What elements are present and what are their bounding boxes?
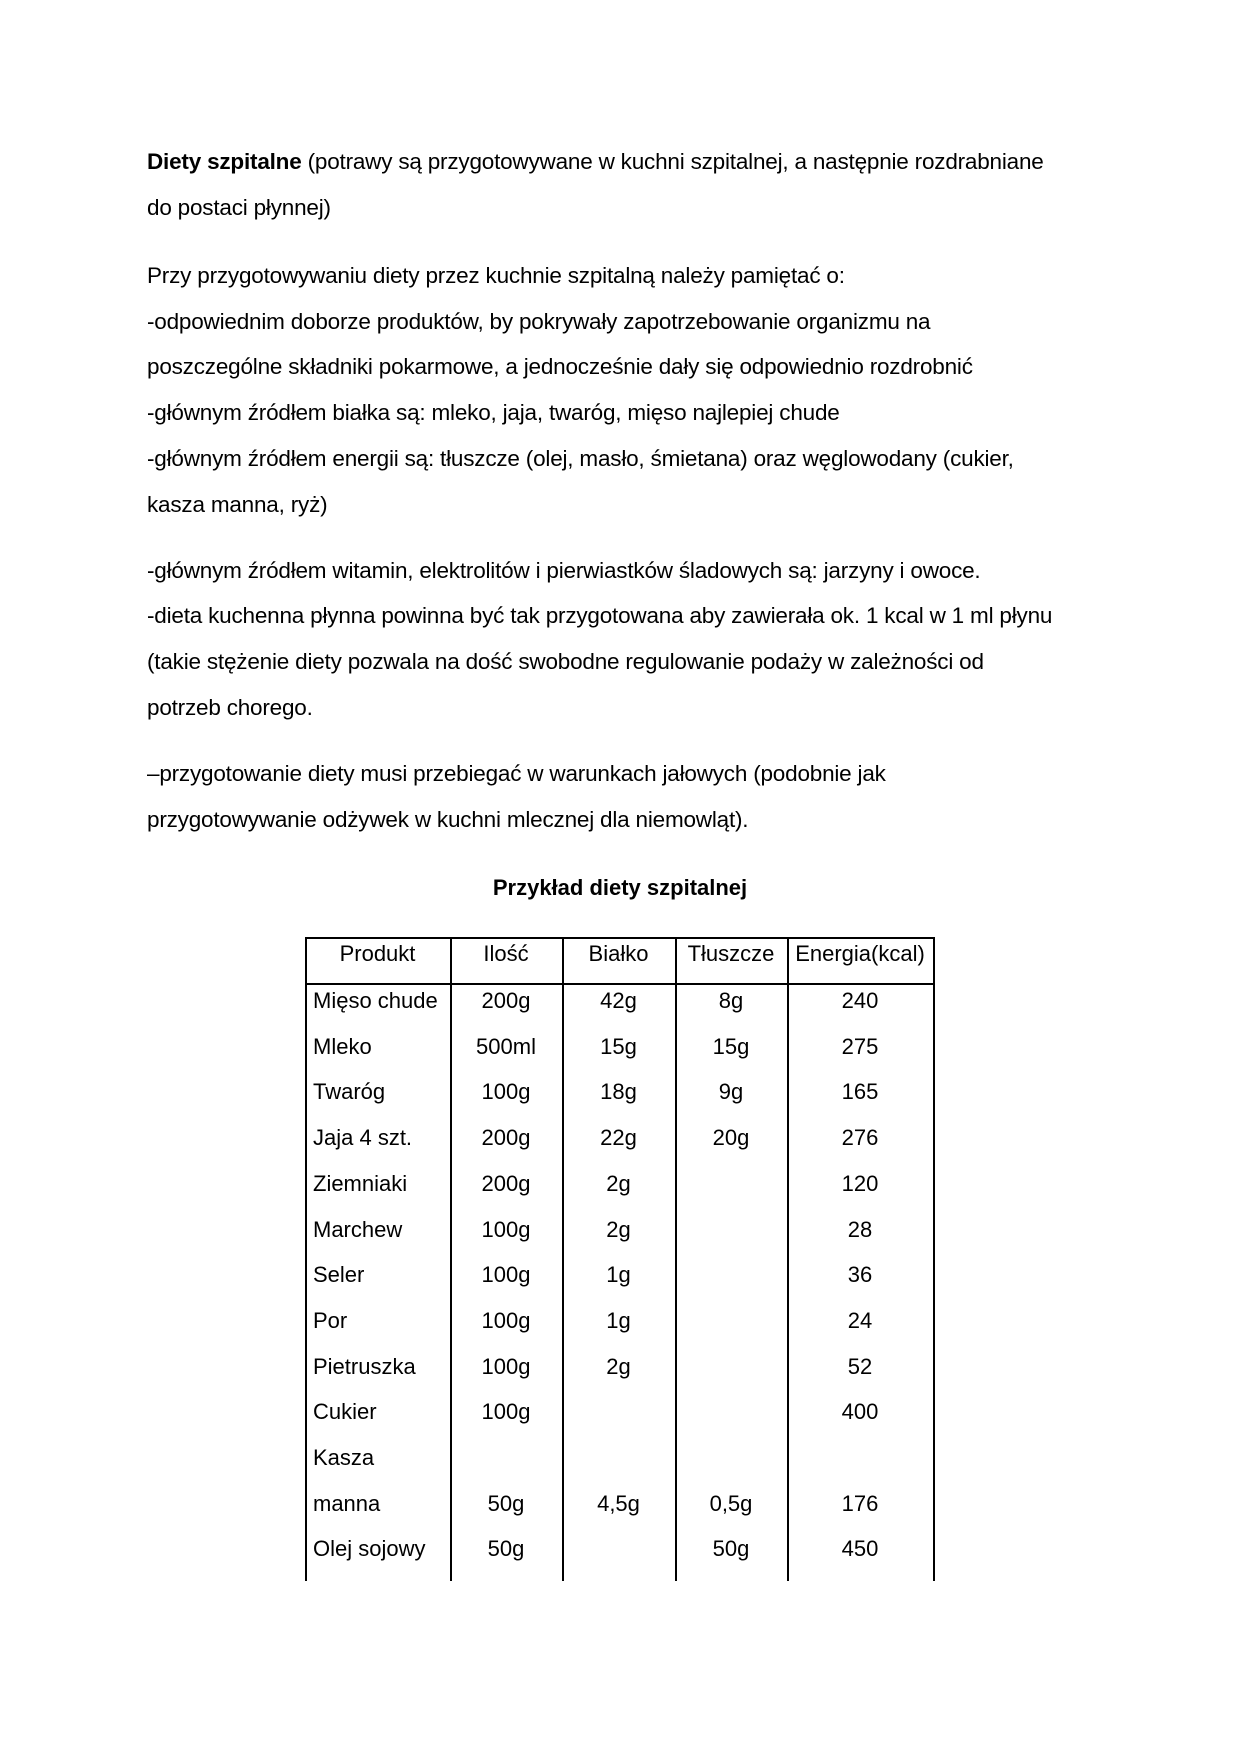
table-cell: 36 — [847, 1262, 873, 1288]
table-cell: Mleko — [313, 1033, 372, 1059]
paragraph1-line-4: -głównym źródłem energii są: tłuszcze (olej, masło, śmietana) oraz węglowodany (cukier, — [147, 446, 1014, 471]
table-cell: 500ml — [476, 1033, 536, 1059]
table-cell: 15g — [712, 1033, 750, 1059]
table-header-cell: Energia(kcal) — [795, 941, 925, 966]
paragraph1-line-2: poszczególne składniki pokarmowe, a jednocześnie dały się odpowiednio rozdrobnić — [147, 354, 973, 379]
table-header-cell: Białko — [588, 941, 649, 966]
table-cell: 165 — [841, 1079, 879, 1105]
table-cell: 1g — [606, 1307, 631, 1333]
table-cell: 20g — [712, 1125, 750, 1151]
table-cell: 8g — [718, 988, 744, 1013]
table-header-cell: Produkt — [339, 941, 416, 966]
table-cell: Kasza — [313, 1445, 375, 1470]
table-cell: 28 — [847, 1216, 873, 1242]
table-title: Przykład diety szpitalnej — [492, 875, 748, 900]
table-cell: 276 — [841, 1125, 879, 1151]
table-cell: Olej sojowy — [313, 1536, 426, 1562]
heading-line-1 — [147, 147, 1044, 177]
paragraph1-line-1: -odpowiednim doborze produktów, by pokrywały zapotrzebowanie organizmu na — [147, 309, 931, 334]
paragraph2-line-1: -dieta kuchenna płynna powinna być tak przygotowana aby zawierała ok. 1 kcal w 1 ml płynu — [147, 603, 1053, 628]
heading-line-2: do postaci płynnej) — [147, 195, 331, 220]
table-row-divider — [305, 937, 935, 939]
table-cell: Marchew — [313, 1216, 403, 1242]
table-cell: Twaróg — [313, 1079, 386, 1105]
table-cell: 9g — [718, 1079, 744, 1105]
table-cell: 176 — [841, 1490, 879, 1516]
table-cell: 200g — [481, 1125, 531, 1151]
table-cell: 400 — [841, 1399, 879, 1425]
table-cell: 275 — [841, 1033, 879, 1059]
table-cell: Ziemniaki — [313, 1170, 408, 1196]
table-cell: 22g — [600, 1125, 637, 1151]
table-cell: Por — [313, 1307, 348, 1333]
table-cell: Seler — [313, 1262, 365, 1288]
paragraph1-line-3: -głównym źródłem białka są: mleko, jaja, twaróg, mięso najlepiej chude — [147, 400, 840, 425]
table-cell: 100g — [481, 1399, 531, 1425]
table-cell: 200g — [481, 988, 531, 1013]
table-cell: 100g — [481, 1216, 531, 1242]
table-cell: 240 — [841, 988, 879, 1013]
paragraph1-line-0: Przy przygotowywaniu diety przez kuchnie szpitalną należy pamiętać o: — [147, 263, 845, 288]
paragraph2-line-2: (takie stężenie diety pozwala na dość swobodne regulowanie podaży w zależności od — [147, 649, 984, 674]
table-cell: 100g — [481, 1353, 531, 1379]
table-cell: 200g — [481, 1170, 531, 1196]
paragraph3-line-1: przygotowywanie odżywek w kuchni mlecznej dla niemowląt). — [147, 807, 749, 832]
table-cell: 100g — [481, 1079, 531, 1105]
table-cell: 0,5g — [709, 1490, 753, 1516]
table-cell: 50g — [712, 1536, 750, 1562]
paragraph2-line-3: potrzeb chorego. — [147, 695, 313, 720]
table-cell: 120 — [841, 1170, 879, 1196]
table-cell: 50g — [487, 1536, 525, 1562]
table-col-divider — [933, 937, 935, 1581]
heading-rest: (potrawy są przygotowywane w kuchni szpitalnej, a następnie rozdrabniane — [301, 149, 1044, 174]
paragraph3-line-0: –przygotowanie diety musi przebiegać w warunkach jałowych (podobnie jak — [147, 761, 886, 786]
table-cell: 2g — [606, 1353, 631, 1379]
table-cell: Jaja 4 szt. — [313, 1125, 413, 1151]
table-cell: Pietruszka — [313, 1353, 416, 1379]
table-cell: 450 — [841, 1536, 879, 1562]
table-col-divider — [305, 937, 307, 1581]
paragraph2-line-0: -głównym źródłem witamin, elektrolitów i pierwiastków śladowych są: jarzyny i owoce. — [147, 558, 981, 583]
table-cell: 52 — [847, 1353, 873, 1379]
table-header-cell: Tłuszcze — [687, 941, 775, 966]
table-cell: 4,5g — [597, 1490, 640, 1516]
table-cell: 1g — [606, 1262, 631, 1288]
table-cell: 2g — [606, 1216, 631, 1242]
table-cell: 42g — [600, 988, 637, 1013]
table-row-divider — [305, 983, 935, 985]
table-cell: 24 — [847, 1307, 873, 1333]
table-cell: 18g — [600, 1079, 637, 1105]
table-cell: 100g — [481, 1307, 531, 1333]
table-cell: manna — [313, 1490, 381, 1516]
heading-bold: Diety szpitalne — [147, 149, 302, 174]
table-cell: 50g — [487, 1490, 525, 1516]
table-header-cell: Ilość — [483, 941, 529, 966]
table-cell: Cukier — [313, 1399, 377, 1425]
table-cell: 100g — [481, 1262, 531, 1288]
table-cell: 15g — [600, 1033, 637, 1059]
paragraph1-line-5: kasza manna, ryż) — [147, 492, 328, 517]
table-cell: 2g — [606, 1170, 631, 1196]
table-cell: Mięso chude — [313, 988, 438, 1013]
